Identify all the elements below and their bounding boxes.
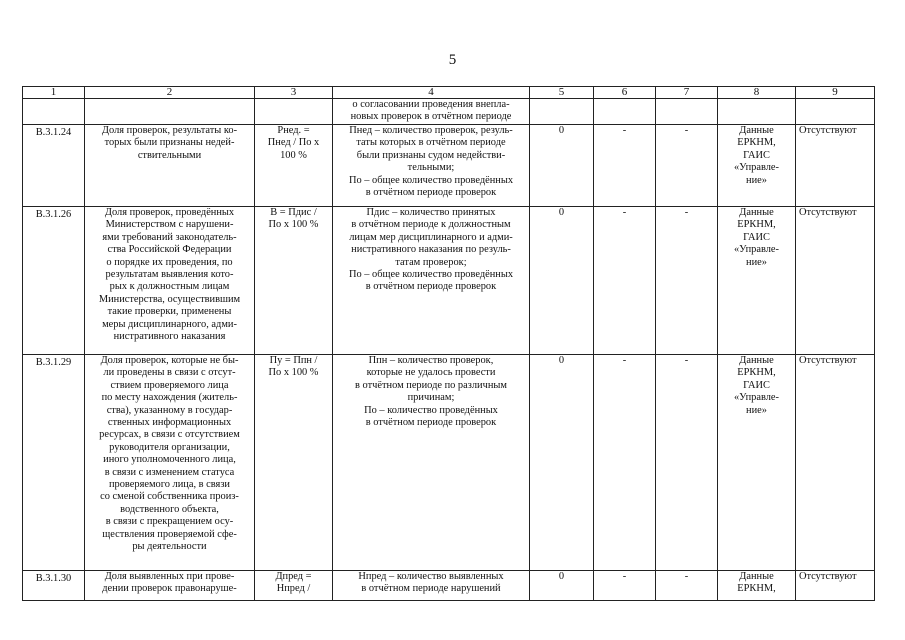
indicator-description: Пнед – количество проверок, резуль- таты которых в отчётном периоде были признаны судом недействи- тельными; По – общее количество проведённых в отчётном периоде проверок [333, 125, 530, 207]
indicator-code: В.3.1.26 [23, 207, 85, 355]
indicator-description: Нпред – количество выявленных в отчётном периоде нарушений [333, 571, 530, 601]
col7-value: - [656, 125, 718, 207]
table-row [23, 125, 875, 207]
col9-value: Отсутствуют [796, 571, 875, 601]
col5-value: 0 [530, 355, 594, 571]
col9-value: Отсутствуют [796, 355, 875, 571]
indicator-name: Доля проверок, которые не бы- ли проведены в связи с отсут- ствием проверяемого лица по месту нахождения (житель- ства), указанному в государ- ственных информационных ресурсах, в связи с отсутствием руководителя организации, иного уполномоченного лица, в связи с изменением статуса проверяемого лица, в связи со сменой собственника произ- водственного объекта, в связи с прекращением осу- ществления проверяемой сфе- ры деятельности [85, 355, 255, 571]
column-header: 5 [530, 87, 594, 99]
continuation-text: о согласовании проведения внепла- новых проверок в отчётном периоде [333, 99, 530, 125]
column-header: 6 [594, 87, 656, 99]
indicator-name: Доля выявленных при прове- дении проверок правонаруше- [85, 571, 255, 601]
page-number: 5 [448, 52, 457, 68]
col7-value: - [656, 571, 718, 601]
data-source: Данные ЕРКНМ, ГАИС «Управле- ние» [718, 355, 796, 571]
col6-value: - [594, 125, 656, 207]
indicator-code: В.3.1.30 [23, 571, 85, 601]
table-row [23, 355, 875, 571]
column-header: 1 [23, 87, 85, 99]
indicator-name: Доля проверок, результаты ко- торых были признаны недей- ствительными [85, 125, 255, 207]
column-number-header [23, 87, 875, 99]
column-header: 4 [333, 87, 530, 99]
col7-value: - [656, 207, 718, 355]
indicator-description: Ппн – количество проверок, которые не удалось провести в отчётном периоде по различным причинам; По – количество проведённых в отчётном периоде проверок [333, 355, 530, 571]
col9-value: Отсутствуют [796, 125, 875, 207]
data-source: Данные ЕРКНМ, ГАИС «Управле- ние» [718, 125, 796, 207]
data-source: Данные ЕРКНМ, [718, 571, 796, 601]
column-header: 2 [85, 87, 255, 99]
col6-value: - [594, 571, 656, 601]
column-header: 3 [255, 87, 333, 99]
col7-value: - [656, 355, 718, 571]
col6-value: - [594, 207, 656, 355]
indicator-code: В.3.1.24 [23, 125, 85, 207]
indicator-description: Пдис – количество принятых в отчётном периоде к должностным лицам мер дисциплинарного и адми- нистративного наказания по резуль- татам проверок; По – общее количество проведённых в отчётном периоде проверок [333, 207, 530, 355]
column-header: 9 [796, 87, 875, 99]
table-row [23, 571, 875, 601]
indicator-formula: Дпред = Нпред / [255, 571, 333, 601]
col5-value: 0 [530, 207, 594, 355]
indicator-formula: В = Пдис / По х 100 % [255, 207, 333, 355]
column-header: 8 [718, 87, 796, 99]
col6-value: - [594, 355, 656, 571]
indicators-table [22, 86, 875, 601]
indicator-name: Доля проверок, проведённых Министерством с нарушени- ями требований законодатель- ства Российской Федерации о порядке их проведения, по результатам выявления кото- рых к должностным лицам Министерства, осуществившим такие проверки, применены меры дисциплинарного, адми- нистративного наказания [85, 207, 255, 355]
indicator-formula: Пу = Ппн / По х 100 % [255, 355, 333, 571]
table-row [23, 207, 875, 355]
continuation-row [23, 99, 875, 125]
indicator-formula: Рнед. = Пнед / По х 100 % [255, 125, 333, 207]
indicator-code: В.3.1.29 [23, 355, 85, 571]
col9-value: Отсутствуют [796, 207, 875, 355]
col5-value: 0 [530, 571, 594, 601]
col5-value: 0 [530, 125, 594, 207]
data-source: Данные ЕРКНМ, ГАИС «Управле- ние» [718, 207, 796, 355]
column-header: 7 [656, 87, 718, 99]
